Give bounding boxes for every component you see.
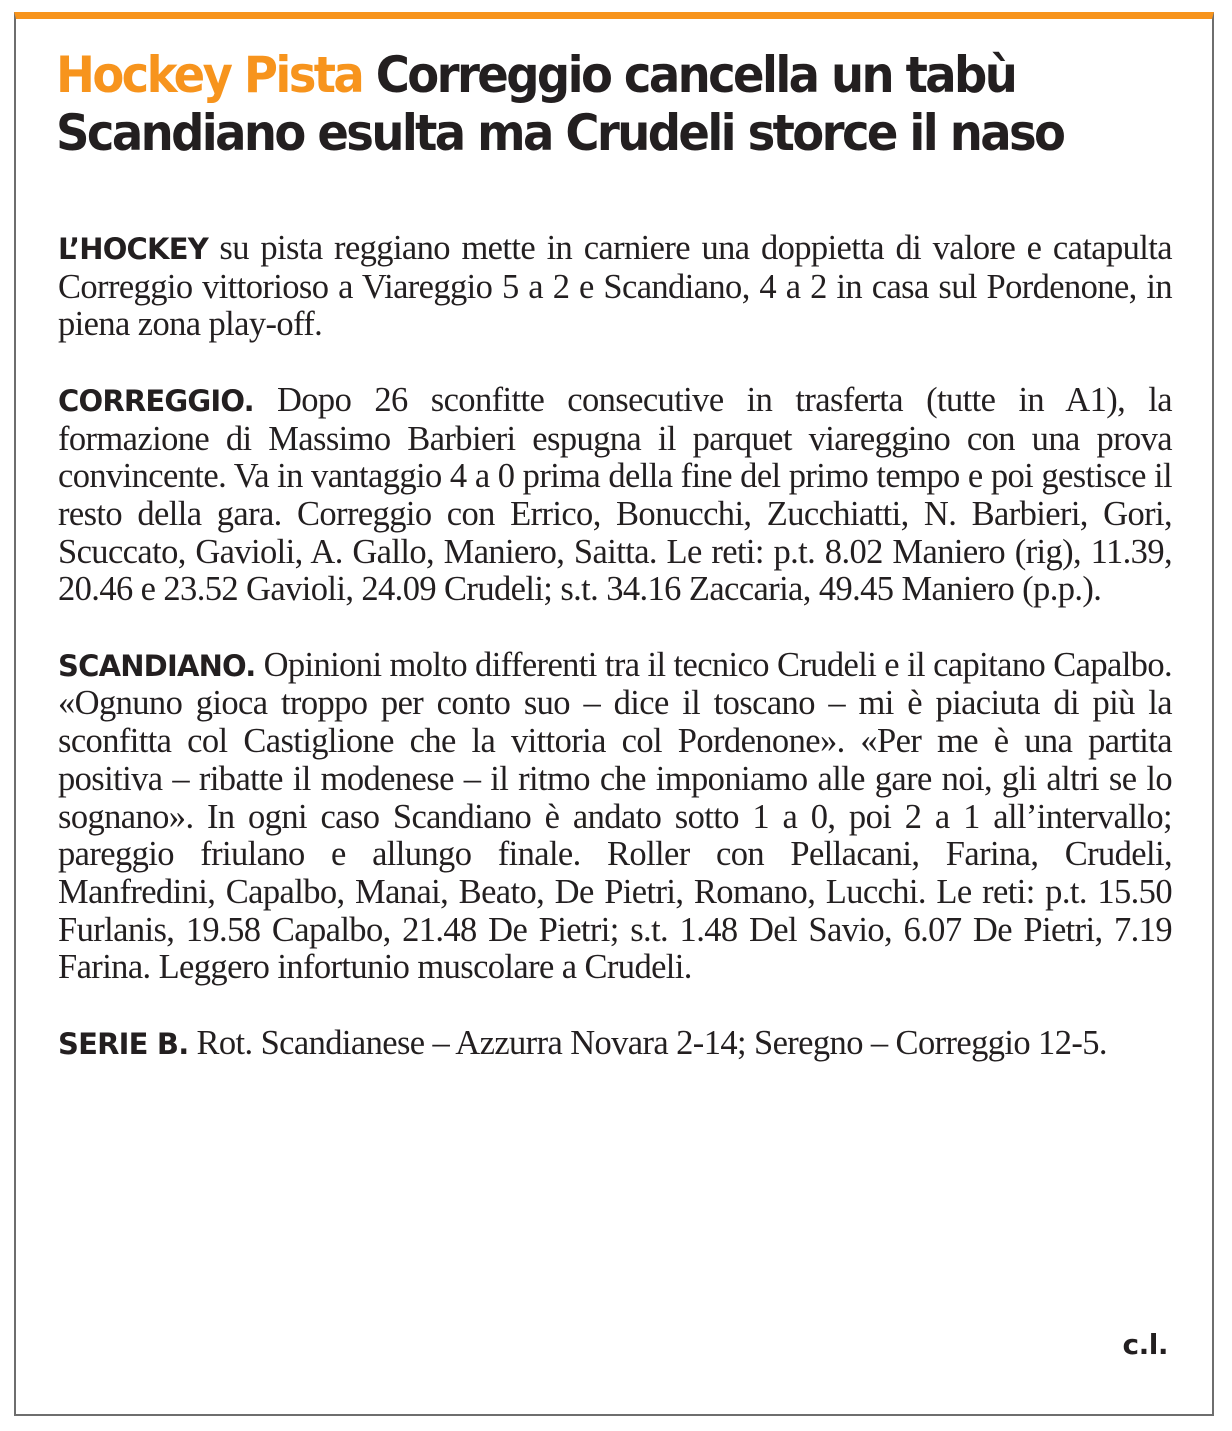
- headline-kicker: Hockey Pista: [56, 46, 363, 104]
- paragraph-text: su pista reggiano mette in carniere una doppietta di valore e catapulta Correggio vittorioso a Viareggio 5 a 2 e Scandiano, 4 a 2 in casa sul Pordenone, in piena zona play-off.: [58, 229, 1172, 344]
- headline: [56, 46, 1126, 162]
- paragraph-lead: SERIE B.: [58, 1026, 189, 1061]
- paragraph-lead: SCANDIANO.: [58, 648, 256, 683]
- paragraph-correggio: [58, 382, 1172, 609]
- paragraph-serie-b: [58, 1025, 1172, 1064]
- paragraph-scandiano: [58, 647, 1172, 987]
- headline-line-2: Scandiano esulta ma Crudeli storce il naso: [56, 104, 1064, 162]
- paragraph-lead: CORREGGIO.: [58, 383, 254, 418]
- paragraph-text: Rot. Scandianese – Azzurra Novara 2-14; Seregno – Correggio 12-5.: [196, 1023, 1107, 1062]
- paragraph-intro: [58, 230, 1172, 344]
- author-signature: c.l.: [1122, 1328, 1168, 1361]
- headline-line-1: Correggio cancella un tabù: [375, 46, 1016, 104]
- paragraph-text: Dopo 26 sconfitte consecutive in trasferta (tutte in A1), la formazione di Massimo Barbieri espugna il parquet viareggino con una prova convincente. Va in vantaggio 4 a 0 prima della fine del primo tempo e poi gestisce il resto della gara. Correggio con Errico, Bonucchi, Zucchiatti, N. Barbieri, Gori, Scuccato, Gavioli, A. Gallo, Maniero, Saitta. Le reti: p.t. 8.02 Maniero (rig), 11.39, 20.46 e 23.52 Gavioli, 24.09 Crudeli; s.t. 34.16 Zaccaria, 49.45 Maniero (p.p.).: [58, 380, 1172, 609]
- paragraph-lead: L’HOCKEY: [58, 232, 208, 266]
- article-body: [58, 230, 1172, 1101]
- paragraph-text: Opinioni molto differenti tra il tecnico Crudeli e il capitano Capalbo. «Ognuno gioca troppo per conto suo – dice il toscano – mi è piaciuta di più la sconfitta col Castiglione che la vittoria col Pordenone». «Per me è una partita positiva – ribatte il modenese – il ritmo che imponiamo alle gare noi, gli altri se lo sognano». In ogni caso Scandiano è andato sotto 1 a 0, poi 2 a 1 all’intervallo; pareggio friulano e allungo finale. Roller con Pellacani, Farina, Crudeli, Manfredini, Capalbo, Manai, Beato, De Pietri, Romano, Lucchi. Le reti: p.t. 15.50 Furlanis, 19.58 Capalbo, 21.48 De Pietri; s.t. 1.48 Del Savio, 6.07 De Pietri, 7.19 Farina. Leggero infortunio muscolare a Crudeli.: [58, 645, 1172, 987]
